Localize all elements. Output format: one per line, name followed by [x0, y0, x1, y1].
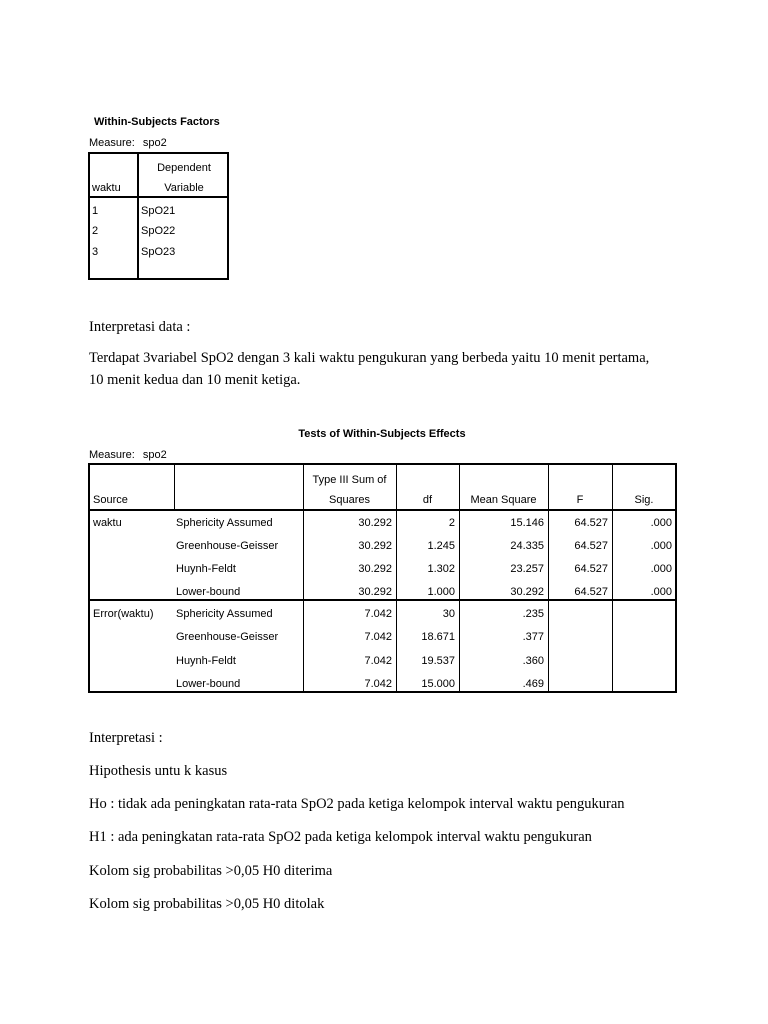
factors-table-measure	[89, 137, 167, 149]
ss-value: 30.292	[358, 517, 392, 529]
ss-value: 30.292	[358, 586, 392, 598]
source-label: waktu	[93, 517, 122, 529]
measure-label: Measure:	[89, 449, 135, 461]
effects-table-title: Tests of Within-Subjects Effects	[298, 428, 466, 440]
ss-value: 7.042	[364, 608, 392, 620]
decision-rule-reject: Kolom sig probabilitas >0,05 H0 ditolak	[89, 896, 325, 912]
header-f: F	[576, 494, 584, 506]
f-value: 64.527	[574, 586, 608, 598]
factor-variable: SpO21	[141, 205, 176, 217]
df-value: 2	[448, 517, 455, 529]
interpretation2-heading: Interpretasi :	[89, 730, 163, 746]
ms-value: 23.257	[510, 563, 544, 575]
table-row	[90, 246, 227, 266]
factor-level: 2	[92, 225, 99, 237]
hypothesis-h0: Ho : tidak ada peningkatan rata-rata SpO2 pada ketiga kelompok interval waktu pengukuran	[89, 796, 625, 812]
interpretation-heading: Interpretasi data :	[89, 319, 191, 335]
factors-table-title: Within-Subjects Factors	[94, 116, 220, 128]
ss-value: 7.042	[364, 678, 392, 690]
interpretation-body-line-2: 10 menit kedua dan 10 menit ketiga.	[89, 372, 301, 388]
method-label: Lower-bound	[176, 678, 241, 690]
ss-value: 7.042	[364, 631, 392, 643]
interpretation-body-line-1: Terdapat 3variabel SpO2 dengan 3 kali waktu pengukuran yang berbeda yaitu 10 menit pertama,	[89, 350, 650, 366]
factors-col-variable-header-2: Variable	[164, 182, 204, 194]
factor-level: 3	[92, 246, 99, 258]
source-label: Error(waktu)	[93, 608, 154, 620]
df-value: 15.000	[421, 678, 455, 690]
df-value: 18.671	[421, 631, 455, 643]
decision-rule-accept: Kolom sig probabilitas >0,05 H0 diterima	[89, 863, 333, 879]
method-label: Greenhouse-Geisser	[176, 631, 279, 643]
method-label: Sphericity Assumed	[176, 608, 273, 620]
factor-level: 1	[92, 205, 99, 217]
header-divider	[90, 509, 675, 511]
f-value: 64.527	[574, 563, 608, 575]
sig-value: .000	[650, 517, 672, 529]
effects-table-measure	[89, 449, 167, 461]
sig-value: .000	[650, 586, 672, 598]
header-sig: Sig.	[634, 494, 654, 506]
f-value: 64.527	[574, 540, 608, 552]
df-value: 1.302	[427, 563, 455, 575]
header-df: df	[422, 494, 433, 506]
measure-value: spo2	[142, 449, 167, 461]
table-row	[90, 225, 227, 245]
hypothesis-h1: H1 : ada peningkatan rata-rata SpO2 pada ketiga kelompok interval waktu pengukuran	[89, 829, 592, 845]
factors-table-divider-h	[90, 196, 227, 198]
ms-value: .360	[522, 655, 544, 667]
ss-value: 7.042	[364, 655, 392, 667]
ms-value: .235	[522, 608, 544, 620]
ss-value: 30.292	[358, 540, 392, 552]
effects-table	[88, 463, 677, 693]
header-ss-2: Squares	[329, 494, 370, 506]
method-label: Huynh-Feldt	[176, 563, 236, 575]
sig-value: .000	[650, 540, 672, 552]
hypothesis-intro: Hipothesis untu k kasus	[89, 763, 228, 779]
sig-value: .000	[650, 563, 672, 575]
header-ss-1: Type III Sum of	[312, 474, 387, 486]
method-label: Lower-bound	[176, 586, 241, 598]
col-divider	[174, 465, 175, 509]
method-label: Huynh-Feldt	[176, 655, 236, 667]
measure-value: spo2	[142, 137, 167, 149]
df-value: 30	[442, 608, 455, 620]
factors-table	[88, 152, 229, 280]
method-label: Sphericity Assumed	[176, 517, 273, 529]
factor-variable: SpO22	[141, 225, 176, 237]
table-row	[90, 205, 227, 225]
ms-value: 30.292	[510, 586, 544, 598]
factors-col-variable-header-1: Dependent	[157, 162, 211, 174]
measure-label: Measure:	[89, 137, 135, 149]
df-value: 1.000	[427, 586, 455, 598]
method-label: Greenhouse-Geisser	[176, 540, 279, 552]
df-value: 1.245	[427, 540, 455, 552]
group-divider	[90, 599, 675, 601]
ms-value: 15.146	[510, 517, 544, 529]
ms-value: 24.335	[510, 540, 544, 552]
header-mean-square: Mean Square	[470, 494, 537, 506]
factor-variable: SpO23	[141, 246, 176, 258]
header-source: Source	[93, 494, 128, 506]
f-value: 64.527	[574, 517, 608, 529]
factors-col-waktu-header: waktu	[92, 182, 121, 194]
ms-value: .377	[522, 631, 544, 643]
ss-value: 30.292	[358, 563, 392, 575]
df-value: 19.537	[421, 655, 455, 667]
ms-value: .469	[522, 678, 544, 690]
